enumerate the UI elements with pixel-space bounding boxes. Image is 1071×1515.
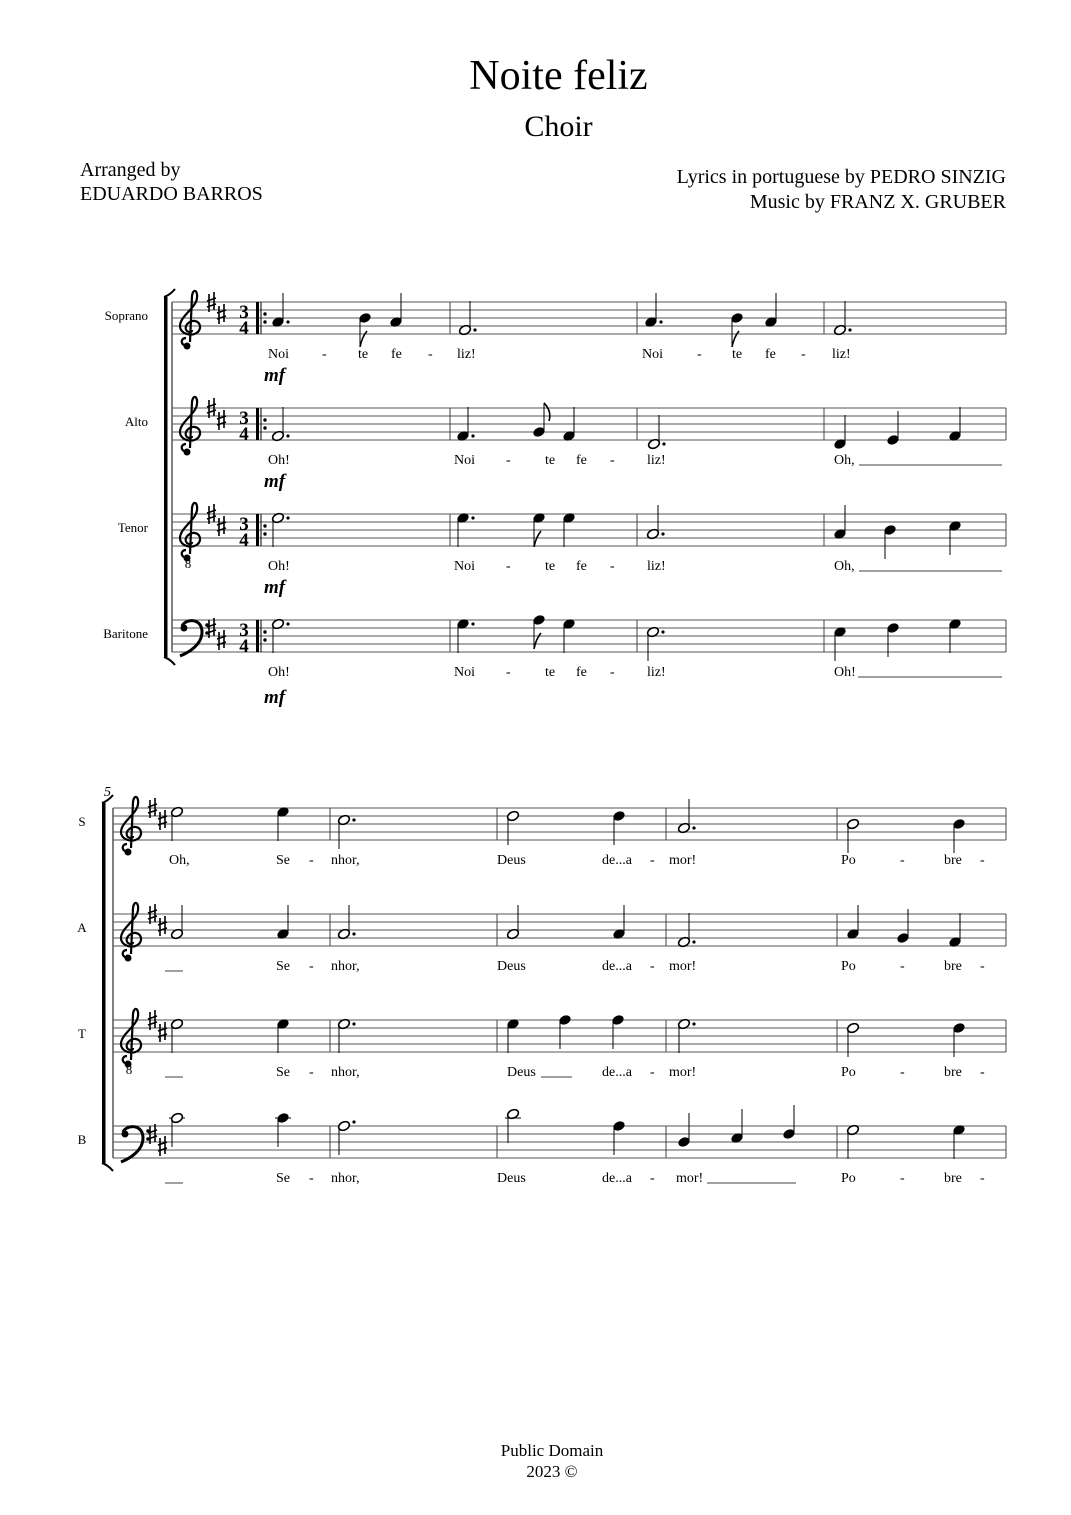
lyric-syllable: de...a [602,1171,632,1186]
lyric-syllable: Se [276,1065,290,1080]
arranger-label: Arranged by [80,159,181,181]
lyric-syllable: - [900,1065,905,1080]
sharp-icon [217,516,226,536]
lyric-syllable: - [900,1171,905,1186]
lyric-syllable: fe [576,665,587,680]
lyric-syllable: mor! [669,1065,697,1080]
lyric-syllable: Oh, [834,453,855,468]
sharp-icon [158,916,167,936]
time-sig-top: 3 [239,514,249,535]
lyric-syllable: nhor, [331,853,360,868]
repeat-dot [263,532,266,535]
lyric-syllable: liz! [457,347,476,362]
flag [360,331,367,347]
note [358,312,372,347]
lyric-syllable: Se [276,853,290,868]
dot [692,940,695,943]
dot [286,622,289,625]
repeat-dot [263,638,266,641]
lyric-syllable: liz! [832,347,851,362]
lyric-syllable: mor! [669,959,697,974]
arranger-name: EDUARDO BARROS [80,183,263,205]
note [730,312,744,347]
time-sig-bottom: 4 [239,530,249,551]
part-name: Soprano [104,308,148,323]
lyric-syllable: Po [841,1171,856,1186]
lyric-syllable: - [506,453,511,468]
lyric-syllable: Noi [454,665,475,680]
lyric-syllable: Oh! [268,665,290,680]
lyric-syllable: - [980,853,985,868]
sharp-icon [158,1022,167,1042]
lyric-syllable: - [900,853,905,868]
lyric-syllable: liz! [647,453,666,468]
lyric-syllable: Noi [454,453,475,468]
lyric-syllable: te [545,453,556,468]
flag [534,531,541,547]
dot [848,328,851,331]
lyric-syllable: - [650,959,655,974]
part-name: Baritone [103,626,148,641]
lyric-syllable: - [610,665,615,680]
lyric-syllable: Se [276,1171,290,1186]
dot [659,320,662,323]
dot [473,328,476,331]
dot [661,630,664,633]
part-name: T [78,1026,86,1041]
flag [534,633,541,649]
lyric-syllable: - [650,1065,655,1080]
lyric-syllable: nhor, [331,959,360,974]
dot [661,532,664,535]
lyric-syllable: de...a [602,959,632,974]
part-name: S [78,814,86,829]
lyric-syllable: fe [576,559,587,574]
flag [544,403,550,421]
dot [286,516,289,519]
staff-baritone [103,614,1006,708]
lyric-syllable: Noi [642,347,663,362]
lyric-syllable: Po [841,1065,856,1080]
lyric-syllable: - [309,853,314,868]
lyric-syllable: de...a [602,1065,632,1080]
part-name: Tenor [117,520,148,535]
lyric-syllable: mor! [669,853,697,868]
dot [286,320,289,323]
lyric-syllable: te [358,347,369,362]
lyric-syllable: - [309,1171,314,1186]
lyric-syllable: nhor, [331,1065,360,1080]
lyric-syllable: Oh! [268,453,290,468]
lyric-syllable: Noi [454,559,475,574]
sharp-icon [217,630,226,650]
lyric-syllable: - [801,347,806,362]
lyric-syllable: Oh, [169,853,190,868]
lyric-syllable: Deus [507,1065,536,1080]
time-sig-top: 3 [239,408,249,429]
lyric-syllable: mor! [676,1171,704,1186]
lyric-syllable: Po [841,959,856,974]
part-name: B [77,1132,87,1147]
lyric-syllable: fe [391,347,402,362]
dot [352,1022,355,1025]
lyric-syllable: Noi [268,347,289,362]
system-bracket [164,297,168,657]
lyric-syllable: - [980,1065,985,1080]
staff-s [78,797,1006,868]
lyric-syllable: fe [765,347,776,362]
part-name: A [77,920,87,935]
lyric-syllable: te [732,347,743,362]
flag [732,331,739,347]
lyric-syllable: bre [944,1065,962,1080]
sharp-icon [217,410,226,430]
dot [471,516,474,519]
dot [352,932,355,935]
lyric-syllable: Se [276,959,290,974]
lyric-syllable: Oh! [268,559,290,574]
time-sig-top: 3 [239,620,249,641]
lyric-syllable: te [545,559,556,574]
lyric-syllable: fe [576,453,587,468]
composer-credit: Music by FRANZ X. GRUBER [749,191,1006,213]
lyricist-credit: Lyrics in portuguese by PEDRO SINZIG [676,166,1006,188]
dynamic-mark: mf [264,365,286,386]
lyric-syllable: bre [944,959,962,974]
lyric-syllable: Deus [497,853,526,868]
lyric-syllable: - [610,559,615,574]
repeat-dot [263,524,266,527]
dot [352,818,355,821]
repeat-dot [263,320,266,323]
repeat-dot [263,630,266,633]
sharp-icon [217,304,226,324]
lyric-syllable: - [322,347,327,362]
dot [352,1120,355,1123]
lyric-syllable: liz! [647,559,666,574]
part-name: Alto [124,414,148,429]
measure-number: 5 [104,785,111,800]
repeat-dot [263,312,266,315]
repeat-barline [256,514,259,546]
lyric-syllable: - [506,559,511,574]
lyric-syllable: - [650,1171,655,1186]
lyric-syllable: - [900,959,905,974]
lyric-syllable: bre [944,853,962,868]
note [782,1105,796,1140]
lyric-syllable: Po [841,853,856,868]
lyric-syllable: - [428,347,433,362]
lyric-syllable: de...a [602,853,632,868]
note [677,1113,691,1148]
lyric-syllable: - [506,665,511,680]
dynamic-mark: mf [264,577,286,598]
repeat-barline [256,302,259,334]
repeat-dot [263,418,266,421]
staff-b [78,1105,1006,1186]
repeat-barline [256,620,259,652]
page-subtitle: Choir [524,110,593,143]
score-system [103,289,1006,708]
dot [662,442,665,445]
page-title: Noite feliz [469,53,648,99]
lyric-syllable: - [650,853,655,868]
lyric-syllable: te [545,665,556,680]
system-bracket [102,803,106,1163]
note [846,818,860,853]
lyric-syllable: Oh! [834,665,856,680]
repeat-dot [263,426,266,429]
dot [471,622,474,625]
lyric-syllable: - [980,959,985,974]
dot [286,434,289,437]
octave-marker: 8 [125,1062,133,1077]
staff-alto [125,397,1006,492]
staff-soprano [105,291,1006,386]
note [883,524,897,559]
time-sig-top: 3 [239,302,249,323]
lyric-syllable: nhor, [331,1171,360,1186]
page-footer [0,1440,1071,1482]
lyric-syllable: - [980,1171,985,1186]
dot [692,826,695,829]
staff-t [78,1009,1006,1080]
dot [471,434,474,437]
copyright-year: 2023 © [526,1462,578,1481]
lyric-syllable: - [309,959,314,974]
octave-marker: 8 [184,556,192,571]
lyric-syllable: - [309,1065,314,1080]
staff-tenor [118,503,1006,598]
lyric-syllable: - [697,347,702,362]
lyric-syllable: liz! [647,665,666,680]
lyric-syllable: - [610,453,615,468]
repeat-barline [256,408,259,440]
sharp-icon [158,810,167,830]
score-system [77,785,1006,1186]
time-sig-bottom: 4 [239,318,249,339]
lyric-syllable: Deus [497,959,526,974]
lyric-syllable: Oh, [834,559,855,574]
time-sig-bottom: 4 [239,636,249,657]
dynamic-mark: mf [264,471,286,492]
lyric-syllable: bre [944,1171,962,1186]
note [952,818,966,853]
staff-a [77,903,1006,974]
dot [692,1022,695,1025]
time-sig-bottom: 4 [239,424,249,445]
dynamic-mark: mf [264,687,286,708]
sharp-icon [158,1136,167,1156]
lyric-syllable: Deus [497,1171,526,1186]
license-text: Public Domain [500,1441,604,1460]
